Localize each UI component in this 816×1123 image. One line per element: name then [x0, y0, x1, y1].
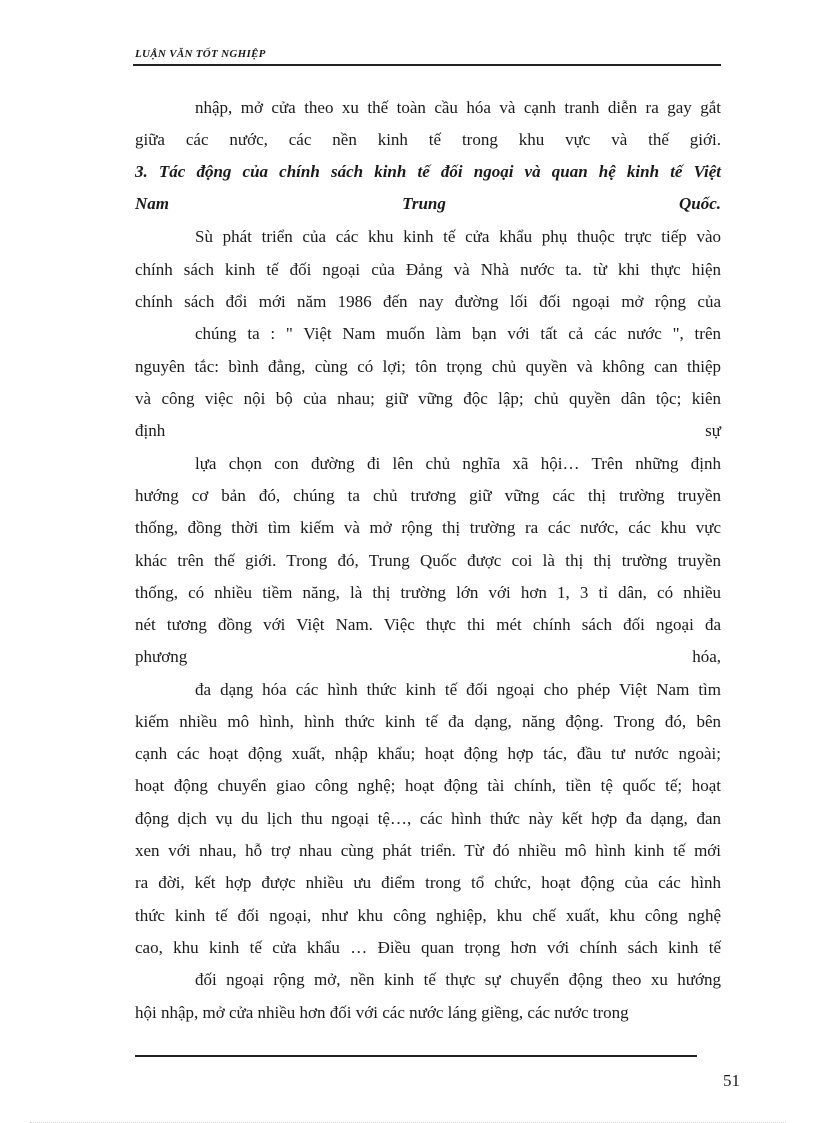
text-line: đa dạng hóa các hình thức kinh tế đối ngoại cho phép Việt Nam tìm [195, 680, 721, 699]
text-line: hội nhập, mở cửa nhiều hơn đối với các nước láng giềng, các nước trong [135, 1003, 629, 1022]
section-heading: 3. Tác động của chính sách kinh tế đối ngoại và quan hệ kinh tế Việt [135, 162, 721, 181]
header-rule [133, 64, 721, 66]
text-line: chính sách kinh tế đối ngoại của Đảng và Nhà nước ta. từ khi thực hiện [135, 260, 721, 279]
text-line: định sự [135, 421, 721, 440]
text-line: khác trên thế giới. Trong đó, Trung Quốc được coi là thị thị trường truyền [135, 551, 721, 570]
text-line: chúng ta : " Việt Nam muốn làm bạn với tất cả các nước ", trên [195, 324, 721, 343]
text-line: nét tương đồng với Việt Nam. Việc thực thi mét chính sách đối ngoại đa [135, 615, 721, 634]
running-header-title: LUẬN VĂN TỐT NGHIỆP [135, 48, 266, 60]
page-number: 51 [723, 1071, 740, 1090]
text-line: hướng cơ bản đó, chúng ta chủ trương giữ vững các thị trường truyền [135, 486, 721, 505]
text-line: thống, đồng thời tìm kiếm và mở rộng thị trường ra các nước, các khu vực [135, 518, 721, 537]
text-line: ra đời, kết hợp được nhiều ưu điểm trong tổ chức, hoạt động của các hình [135, 873, 721, 892]
text-line: chính sách đổi mới năm 1986 đến nay đường lối đối ngoại mở rộng của [135, 292, 721, 311]
text-line: cạnh các hoạt động xuất, nhập khẩu; hoạt động hợp tác, đầu tư nước ngoài; [135, 744, 721, 763]
text-line: giữa các nước, các nền kinh tế trong khu vực và thế giới. [135, 130, 721, 149]
text-line: thống, có nhiều tiềm năng, là thị trường lớn với hơn 1, 3 tỉ dân, có nhiều [135, 583, 721, 602]
text-line: Sù phát triển của các khu kinh tế cửa khẩu phụ thuộc trực tiếp vào [195, 227, 721, 246]
text-line: xen với nhau, hỗ trợ nhau cùng phát triển. Từ đó nhiều mô hình kinh tế mới [135, 841, 721, 860]
text-line: lựa chọn con đường đi lên chủ nghĩa xã hội… Trên những định [195, 454, 721, 473]
footer-rule [135, 1055, 697, 1057]
text-line: động dịch vụ du lịch thu ngoại tệ…, các hình thức này kết hợp đa dạng, đan [135, 809, 721, 828]
text-line: hoạt động chuyển giao công nghệ; hoạt động tài chính, tiền tệ quốc tế; hoạt [135, 776, 721, 795]
text-line: cao, khu kinh tế cửa khẩu … Điều quan trọng hơn với chính sách kinh tế [135, 938, 721, 957]
text-line: và công việc nội bộ của nhau; giữ vững độc lập; chủ quyền dân tộc; kiên [135, 389, 721, 408]
text-line: đối ngoại rộng mở, nền kinh tế thực sự chuyển động theo xu hướng [195, 970, 721, 989]
text-line: thức kinh tế đối ngoại, như khu công nghiệp, khu chế xuất, khu công nghệ [135, 906, 721, 925]
text-line: phương hóa, [135, 647, 721, 666]
text-line: nguyên tắc: bình đẳng, cùng có lợi; tôn trọng chủ quyền và không can thiệp [135, 357, 721, 376]
section-heading: Nam Trung Quốc. [135, 194, 721, 213]
text-line: kiếm nhiều mô hình, hình thức kinh tế đa dạng, năng động. Trong đó, bên [135, 712, 721, 731]
text-line: nhập, mở cửa theo xu thế toàn cầu hóa và cạnh tranh diễn ra gay gắt [195, 98, 721, 117]
